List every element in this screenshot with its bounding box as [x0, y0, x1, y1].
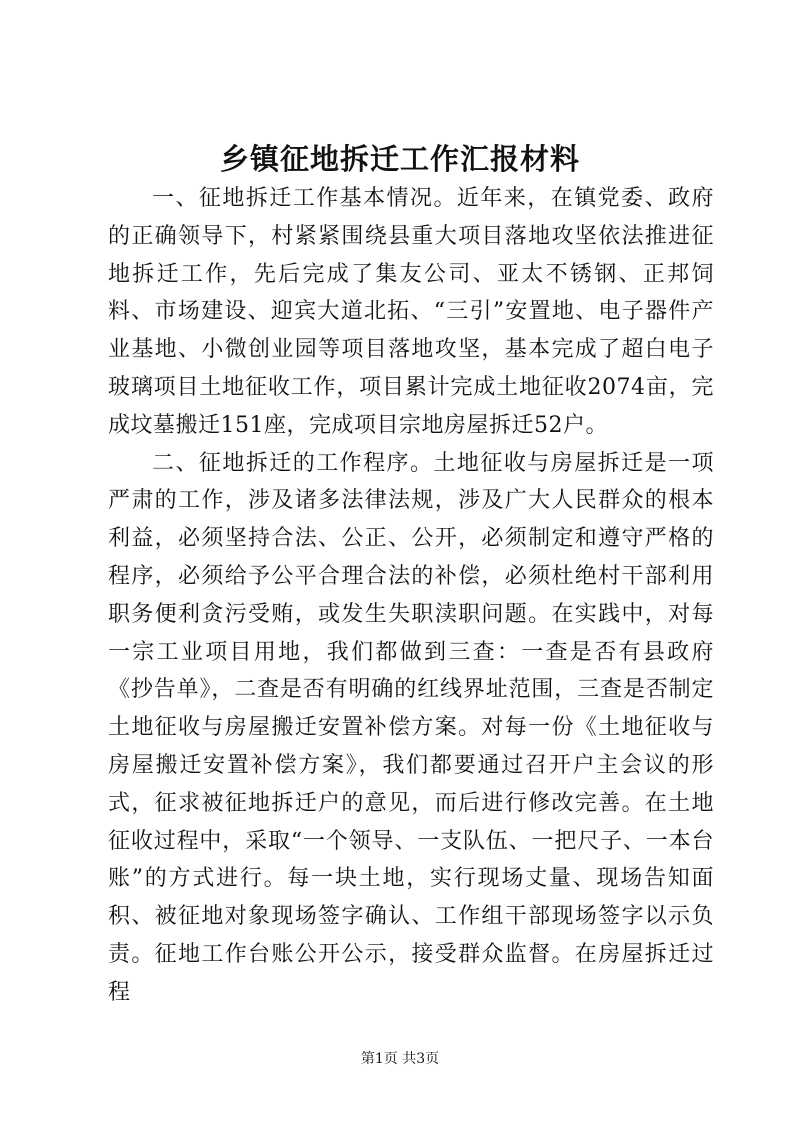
page-footer: 第1页 共3页: [360, 1051, 440, 1067]
document-body: [108, 180, 714, 1012]
paragraph-basic-situation: 一、征地拆迁工作基本情况。近年来，在镇党委、政府的正确领导下，村紧紧围绕县重大项目落地攻坚依法推进征地拆迁工作，先后完成了集友公司、亚太不锈钢、正邦饲料、市场建设、迎宾大道北拓、“三引”安置地、电子器件产业基地、小微创业园等项目落地攻坚，基本完成了超白电子玻璃项目土地征收工作，项目累计完成土地征收2074亩，完成坟墓搬迁151座，完成项目宗地房屋拆迁52户。: [108, 186, 714, 438]
paragraph-work-procedure: 二、征地拆迁的工作程序。土地征收与房屋拆迁是一项严肃的工作，涉及诸多法律法规，涉及广大人民群众的根本利益，必须坚持合法、公正、公开，必须制定和遵守严格的程序，必须给予公平合理合法的补偿，必须杜绝村干部利用职务便利贪污受贿，或发生失职渎职问题。在实践中，对每一宗工业项目用地，我们都做到三查：一查是否有县政府《抄告单》，二查是否有明确的红线界址范围，三查是否制定土地征收与房屋搬迁安置补偿方案。对每一份《土地征收与房屋搬迁安置补偿方案》，我们都要通过召开户主会议的形式，征求被征地拆迁户的意见，而后进行修改完善。在土地征收过程中，采取“一个领导、一支队伍、一把尺子、一本台账”的方式进行。每一块土地，实行现场丈量、现场告知面积、被征地对象现场签字确认、工作组干部现场签字以示负责。征地工作台账公开公示，接受群众监督。在房屋拆迁过程: [108, 450, 714, 1005]
document-title: 乡镇征地拆迁工作汇报材料: [219, 142, 580, 176]
